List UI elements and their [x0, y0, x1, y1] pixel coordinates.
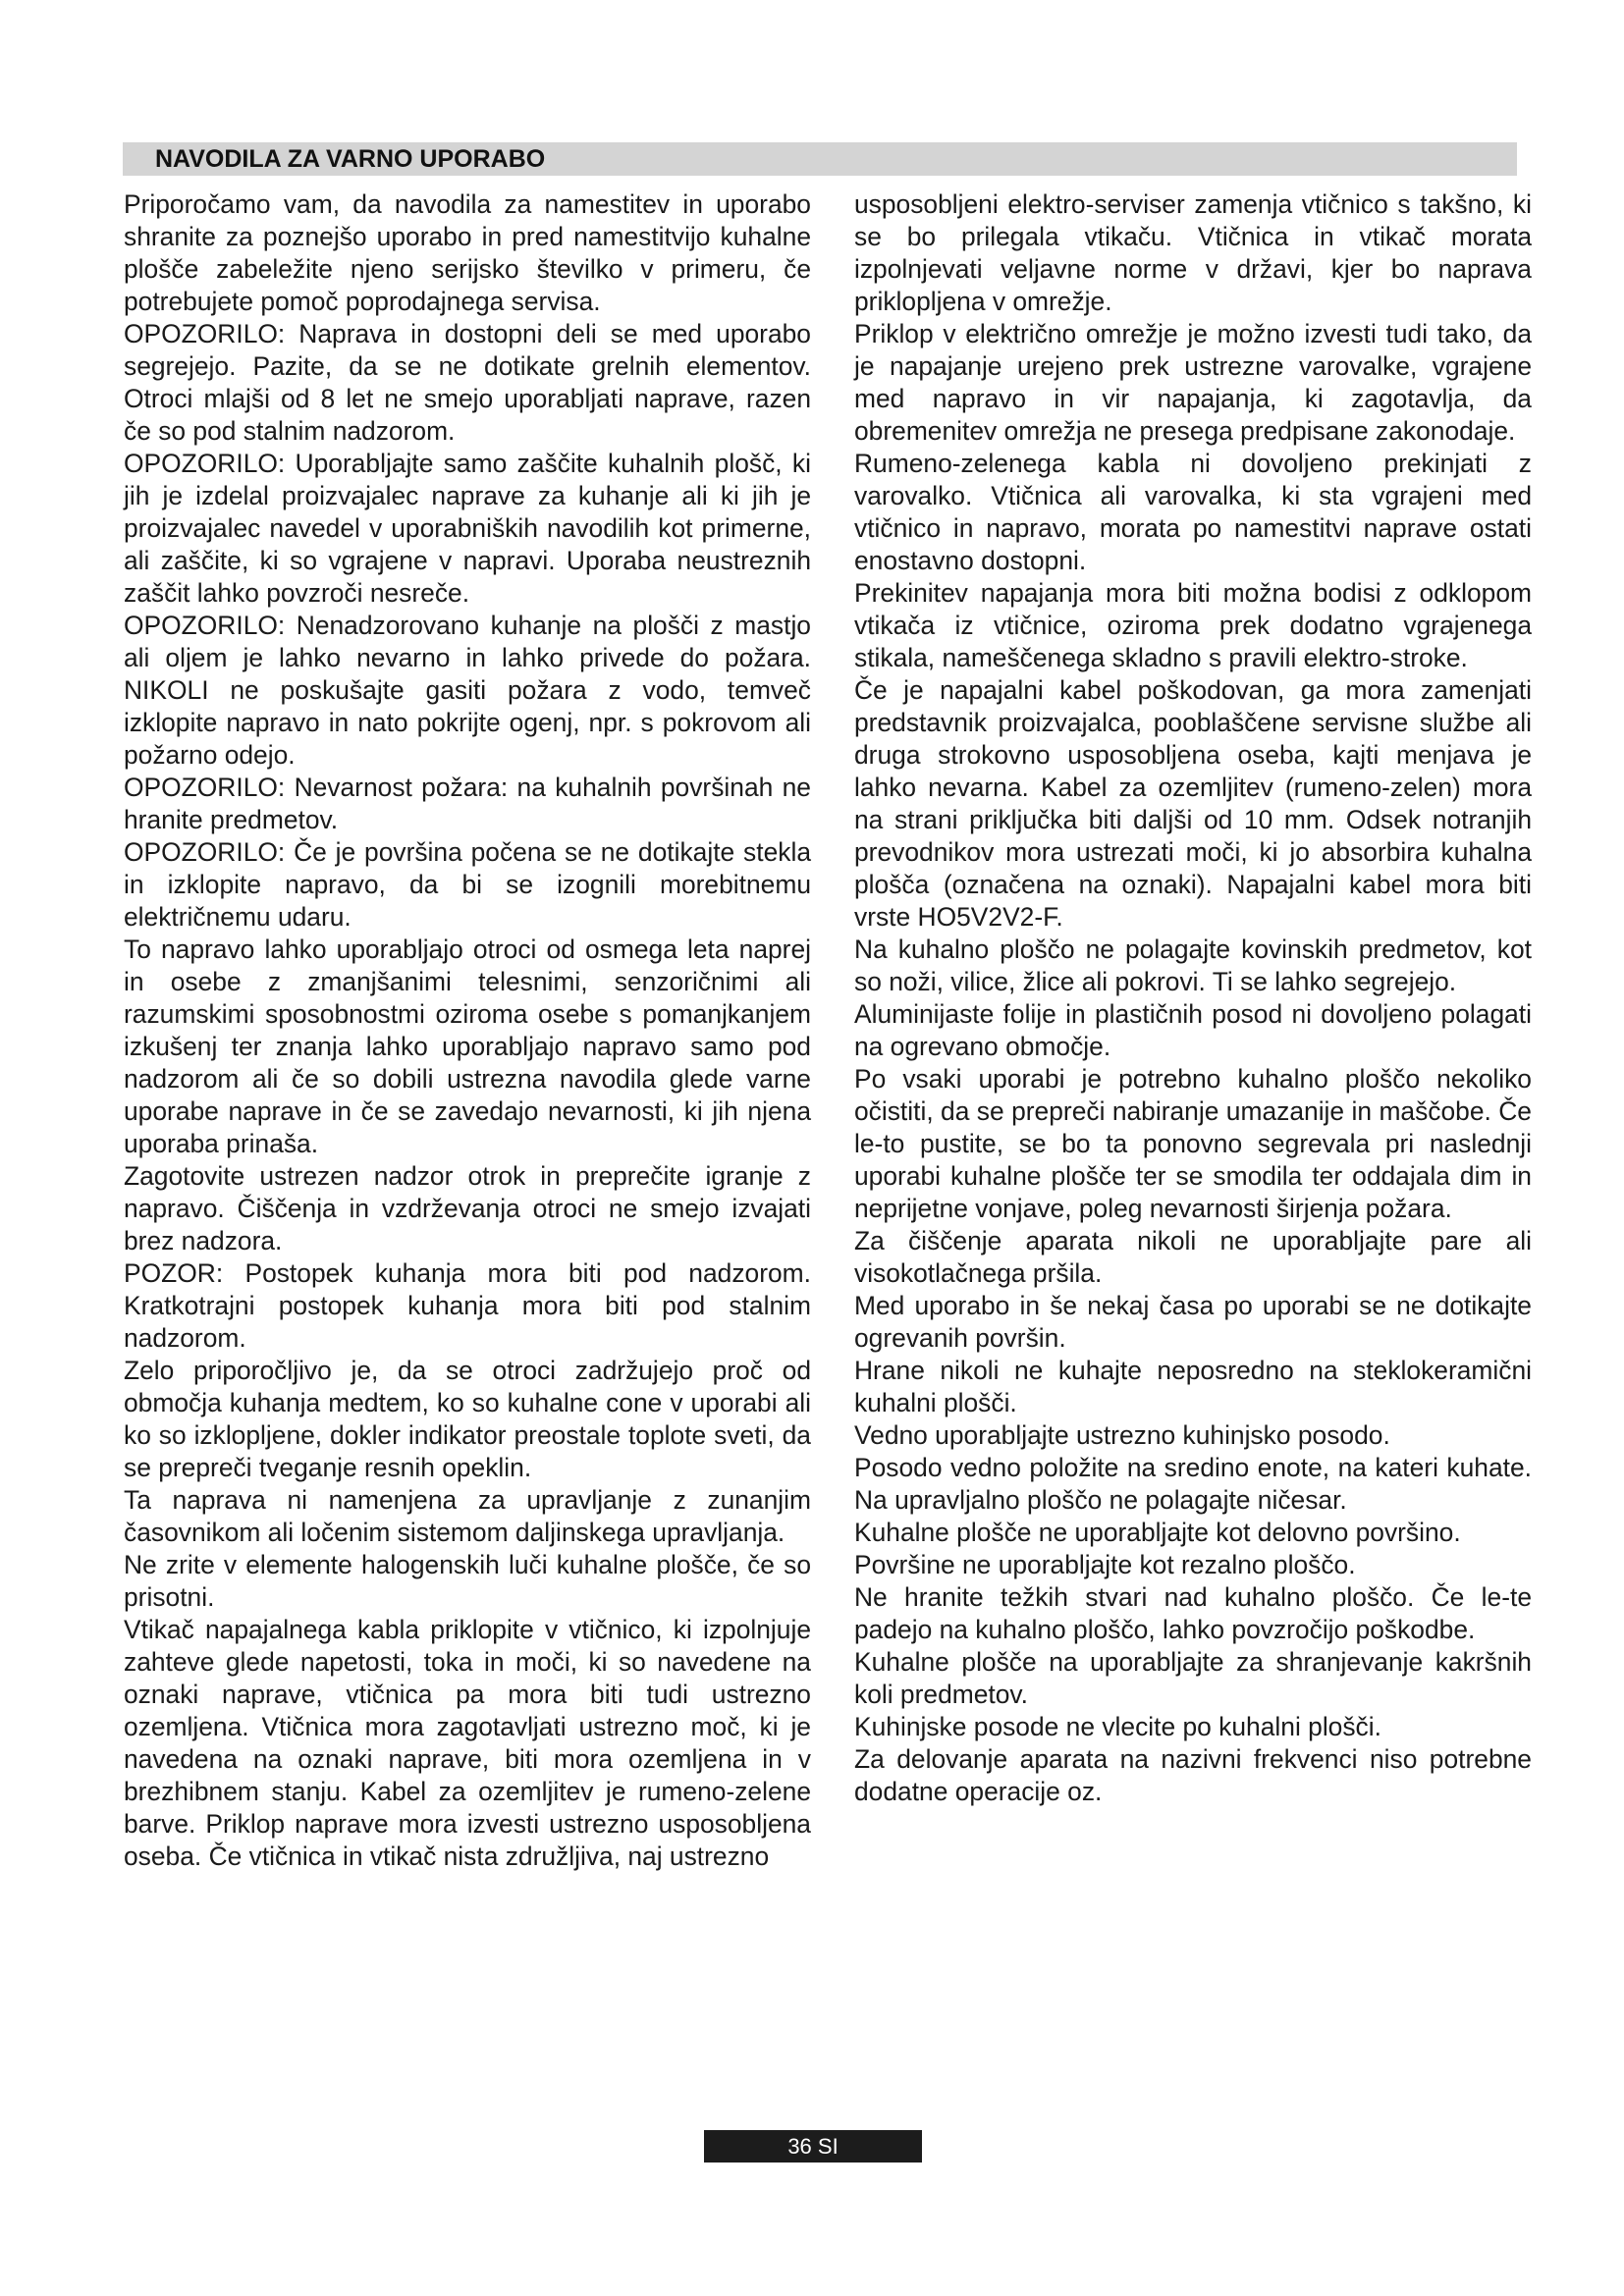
paragraph: Prekinitev napajanja mora biti možna bodisi z odklopom vtikača iz vtičnice, oziroma prek dodatno vgrajenega stikala, nameščenega skladno s pravili elektro-stroke. [854, 578, 1532, 672]
paragraph: Kuhalne plošče ne uporabljajte kot delovno površino. [854, 1518, 1461, 1547]
paragraph: usposobljeni elektro-serviser zamenja vtičnico s takšno, ki se bo prilegala vtikaču. Vtičnica in vtikač morata izpolnjevati veljavne norme v državi, kjer bo naprava priklopljena v omrežje. [854, 189, 1532, 316]
page-number: 36 SI [704, 2130, 922, 2163]
paragraph: Med uporabo in še nekaj časa po uporabi se ne dotikajte ogrevanih površin. [854, 1291, 1532, 1353]
paragraph: Ne hranite težkih stvari nad kuhalno ploščo. Če le-te padejo na kuhalno ploščo, lahko povzročijo poškodbe. [854, 1582, 1532, 1644]
section-header: NAVODILA ZA VARNO UPORABO [123, 142, 1517, 176]
paragraph: Vedno uporabljajte ustrezno kuhinjsko posodo. [854, 1420, 1390, 1450]
paragraph: OPOZORILO: Naprava in dostopni deli se med uporabo segrejejo. Pazite, da se ne dotikate grelnih elementov. Otroci mlajši od 8 let ne smejo uporabljati naprave, razen če so pod stalnim nadzorom. [124, 319, 811, 446]
paragraph: Za delovanje aparata na nazivni frekvenci niso potrebne dodatne operacije oz. [854, 1744, 1532, 1806]
paragraph: Kuhinjske posode ne vlecite po kuhalni plošči. [854, 1712, 1381, 1741]
paragraph: Aluminijaste folije in plastičnih posod ni dovoljeno polagati na ogrevano območje. [854, 999, 1532, 1061]
paragraph: Po vsaki uporabi je potrebno kuhalno ploščo nekoliko očistiti, da se prepreči nabiranje umazanije in maščobe. Če le-to pustite, se bo ta ponovno segrevala pri naslednji uporabi kuhalne plošče ter se smodila ter oddajala dim in neprijetne vonjave, poleg nevarnosti širjenja požara. [854, 1064, 1532, 1223]
paragraph: Če je napajalni kabel poškodovan, ga mora zamenjati predstavnik proizvajalca, pooblaščene servisne službe ali druga strokovno usposobljena oseba, kajti menjava je lahko nevarna. Kabel za ozemljitev (rumeno-zelen) mora na strani priključka biti daljši od 10 mm. Odsek notranjih prevodnikov mora ustrezati moči, ki jo absorbira kuhalna plošča (označena na oznaki). Napajalni kabel mora biti vrste HO5V2V2-F. [854, 675, 1532, 932]
left-column [124, 188, 811, 1873]
paragraph: Hrane nikoli ne kuhajte neposredno na steklokeramični kuhalni plošči. [854, 1356, 1532, 1417]
paragraph: Rumeno-zelenega kabla ni dovoljeno prekinjati z varovalko. Vtičnica ali varovalka, ki sta vgrajeni med vtičnico in napravo, morata po namestitvi naprave ostati enostavno dostopni. [854, 449, 1532, 575]
right-column [854, 188, 1532, 1808]
paragraph: Zelo priporočljivo je, da se otroci zadržujejo proč od območja kuhanja medtem, ko so kuhalne cone v uporabi ali ko so izklopljene, dokler indikator preostale toplote sveti, da se prepreči tveganje resnih opeklin. [124, 1356, 811, 1482]
paragraph: Priporočamo vam, da navodila za namestitev in uporabo shranite za poznejšo uporabo in pred namestitvijo kuhalne plošče zabeležite njeno serijsko številko v primeru, če potrebujete pomoč poprodajnega servisa. [124, 189, 811, 316]
paragraph: POZOR: Postopek kuhanja mora biti pod nadzorom. Kratkotrajni postopek kuhanja mora biti pod stalnim nadzorom. [124, 1258, 811, 1353]
paragraph: Zagotovite ustrezen nadzor otrok in preprečite igranje z napravo. Čiščenja in vzdrževanja otroci ne smejo izvajati brez nadzora. [124, 1161, 811, 1255]
paragraph: OPOZORILO: Uporabljajte samo zaščite kuhalnih plošč, ki jih je izdelal proizvajalec naprave za kuhanje ali ki jih je proizvajalec navedel v uporabniških navodilih kot primerne, ali zaščite, ki so vgrajene v napravi. Uporaba neustreznih zaščit lahko povzroči nesreče. [124, 449, 811, 608]
paragraph: Posodo vedno položite na sredino enote, na kateri kuhate. Na upravljalno ploščo ne polagajte ničesar. [854, 1453, 1532, 1515]
paragraph: Vtikač napajalnega kabla priklopite v vtičnico, ki izpolnjuje zahteve glede napetosti, toka in moči, ki so navedene na oznaki naprave, vtičnica pa mora biti tudi ustrezno ozemljena. Vtičnica mora zagotavljati ustrezno moč, ki je navedena na oznaki naprave, biti mora ozemljena in v brezhibnem stanju. Kabel za ozemljitev je rumeno-zelene barve. Priklop naprave mora izvesti ustrezno usposobljena oseba. Če vtičnica in vtikač nista združljiva, naj ustrezno [124, 1615, 811, 1871]
paragraph: Površine ne uporabljajte kot rezalno ploščo. [854, 1550, 1356, 1579]
paragraph: OPOZORILO: Nevarnost požara: na kuhalnih površinah ne hranite predmetov. [124, 773, 811, 834]
paragraph: Ne zrite v elemente halogenskih luči kuhalne plošče, če so prisotni. [124, 1550, 811, 1612]
paragraph: Za čiščenje aparata nikoli ne uporabljajte pare ali visokotlačnega pršila. [854, 1226, 1532, 1288]
paragraph: Na kuhalno ploščo ne polagajte kovinskih predmetov, kot so noži, vilice, žlice ali pokrovi. Ti se lahko segrejejo. [854, 934, 1532, 996]
paragraph: Priklop v električno omrežje je možno izvesti tudi tako, da je napajanje urejeno prek ustrezne varovalke, vgrajene med napravo in vir napajanja, ki zagotavlja, da obremenitev omrežja ne presega predpisane zakonodaje. [854, 319, 1532, 446]
paragraph: To napravo lahko uporabljajo otroci od osmega leta naprej in osebe z zmanjšanimi telesnimi, senzoričnimi ali razumskimi sposobnostmi oziroma osebe s pomanjkanjem izkušenj ter znanja lahko uporabljajo napravo samo pod nadzorom ali če so dobili ustrezna navodila glede varne uporabe naprave in če se zavedajo nevarnosti, ki jih njena uporaba prinaša. [124, 934, 811, 1158]
paragraph: Kuhalne plošče na uporabljajte za shranjevanje kakršnih koli predmetov. [854, 1647, 1532, 1709]
paragraph: OPOZORILO: Če je površina počena se ne dotikajte stekla in izklopite napravo, da bi se izognili morebitnemu električnemu udaru. [124, 837, 811, 932]
paragraph: OPOZORILO: Nenadzorovano kuhanje na plošči z mastjo ali oljem je lahko nevarno in lahko privede do požara. NIKOLI ne poskušajte gasiti požara z vodo, temveč izklopite napravo in nato pokrijte ogenj, npr. s pokrovom ali požarno odejo. [124, 611, 811, 770]
paragraph: Ta naprava ni namenjena za upravljanje z zunanjim časovnikom ali ločenim sistemom daljinskega upravljanja. [124, 1485, 811, 1547]
